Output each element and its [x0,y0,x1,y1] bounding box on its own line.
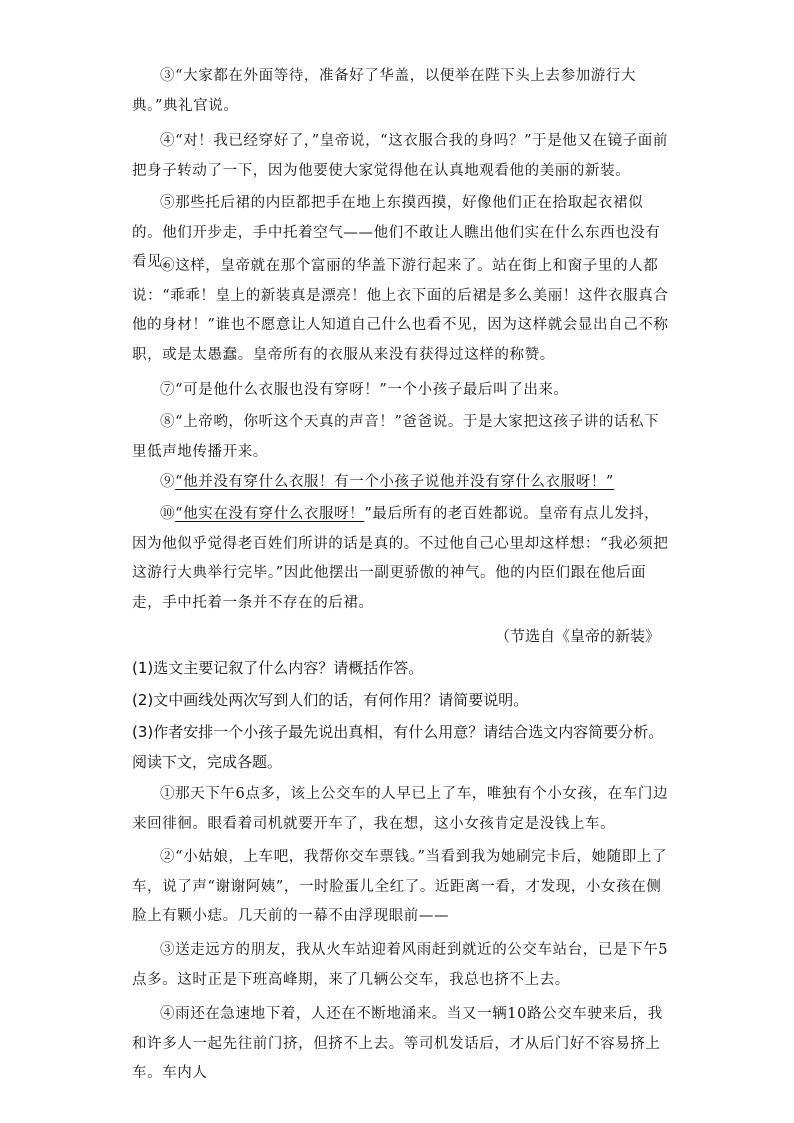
passage2-paragraph-4: ④雨还在急速地下着，人还在不断地涌来。当又一辆10路公交车驶来后，我和许多人一起先往前门挤，但挤不上去。等司机发话后，才从后门好不容易挤上车。车内人 [132,1006,663,1081]
paragraph-8: ⑧“上帝哟，你听这个天真的声音！”爸爸说。于是大家把这孩子讲的话私下里低声地传播开来。 [132,414,660,460]
paragraph-3: ③“大家都在外面等待，准备好了华盖，以便举在陛下头上去参加游行大典。”典礼官说。 [132,68,637,114]
passage2-paragraph-3: ③送走远方的朋友，我从火车站迎着风雨赶到就近的公交车站台，已是下午5点多。这时正是下班高峰期，来了几辆公交车，我总也挤不上去。 [132,942,669,988]
paragraph-4: ④“对！我已经穿好了，”皇帝说，“这衣服合我的身吗？”于是他又在镜子面前把身子转动了一下，因为他要使大家觉得他在认真地观看他的美丽的新装。 [132,133,668,179]
question-2: (2)文中画线处两次写到人们的话，有何作用？请简要说明。 [132,691,529,709]
passage2-paragraph-2: ②“小姑娘，上车吧，我帮你交车票钱。”当看到我为她刷完卡后，她随即上了车，说了声“谢谢阿姨”，一时脸蛋儿全红了。近距离一看，才发现，小女孩在侧脸上有颗小痣。几天前的一幕不由浮现眼前—— [132,849,668,924]
paragraph-9 [132,468,672,498]
paragraph-6: ⑥这样，皇帝就在那个富丽的华盖下游行起来了。站在街上和窗子里的人都说：“乖乖！皇上的新装真是漂亮！他上衣下面的后裙是多么美丽！这件衣服真合他的身材！”谁也不愿意让人知道自己什么也看不见，因为这样就会显出自己不称职，或是太愚蠢。皇帝所有的衣服从来没有获得过这样的称赞。 [132,258,669,363]
underlined-quote-2: “他实在没有穿什么衣服呀！ [175,506,365,522]
paragraph-7: ⑦“可是他什么衣服也没有穿呀！”一个小孩子最后叫了出来。 [160,382,569,398]
paragraph-10-number: ⑩ [160,506,176,522]
question-1: (1)选文主要记叙了什么内容？请概括作答。 [132,659,424,677]
paragraph-10 [132,500,672,618]
reading-instruction: 阅读下文，完成各题。 [132,753,283,771]
question-3: (3)作者安排一个小孩子最先说出真相，有什么用意？请结合选文内容简要分析。 [132,723,664,741]
paragraph-9-number: ⑨ [160,474,176,490]
source-citation: （节选自《皇帝的新装》 [494,627,660,645]
passage2-paragraph-1: ①那天下午6点多，该上公交车的人早已上了车，唯独有个小女孩，在车门边来回徘徊。眼看着司机就要开车了，我在想，这小女孩肯定是没钱上车。 [132,786,669,832]
paragraph-10-text: ”最后所有的老百姓都说。皇帝有点儿发抖，因为他似乎觉得老百姓们所讲的话是真的。不过他自己心里却这样想：“我必须把这游行大典举行完毕。”因此他摆出一副更骄傲的神气。他的内臣们跟在他后面走，手中托着一条并不存在的后裙。 [132,506,669,611]
underlined-quote-1: “他并没有穿什么衣服！有一个小孩子说他并没有穿什么衣服呀！” [175,474,614,490]
paragraph-5: ⑤那些托后裙的内臣都把手在地上东摸西摸，好像他们正在拾取起衣裙似的。他们开步走，手中托着空气——他们不敢让人瞧出他们实在什么东西也没有看见。 [132,195,661,270]
